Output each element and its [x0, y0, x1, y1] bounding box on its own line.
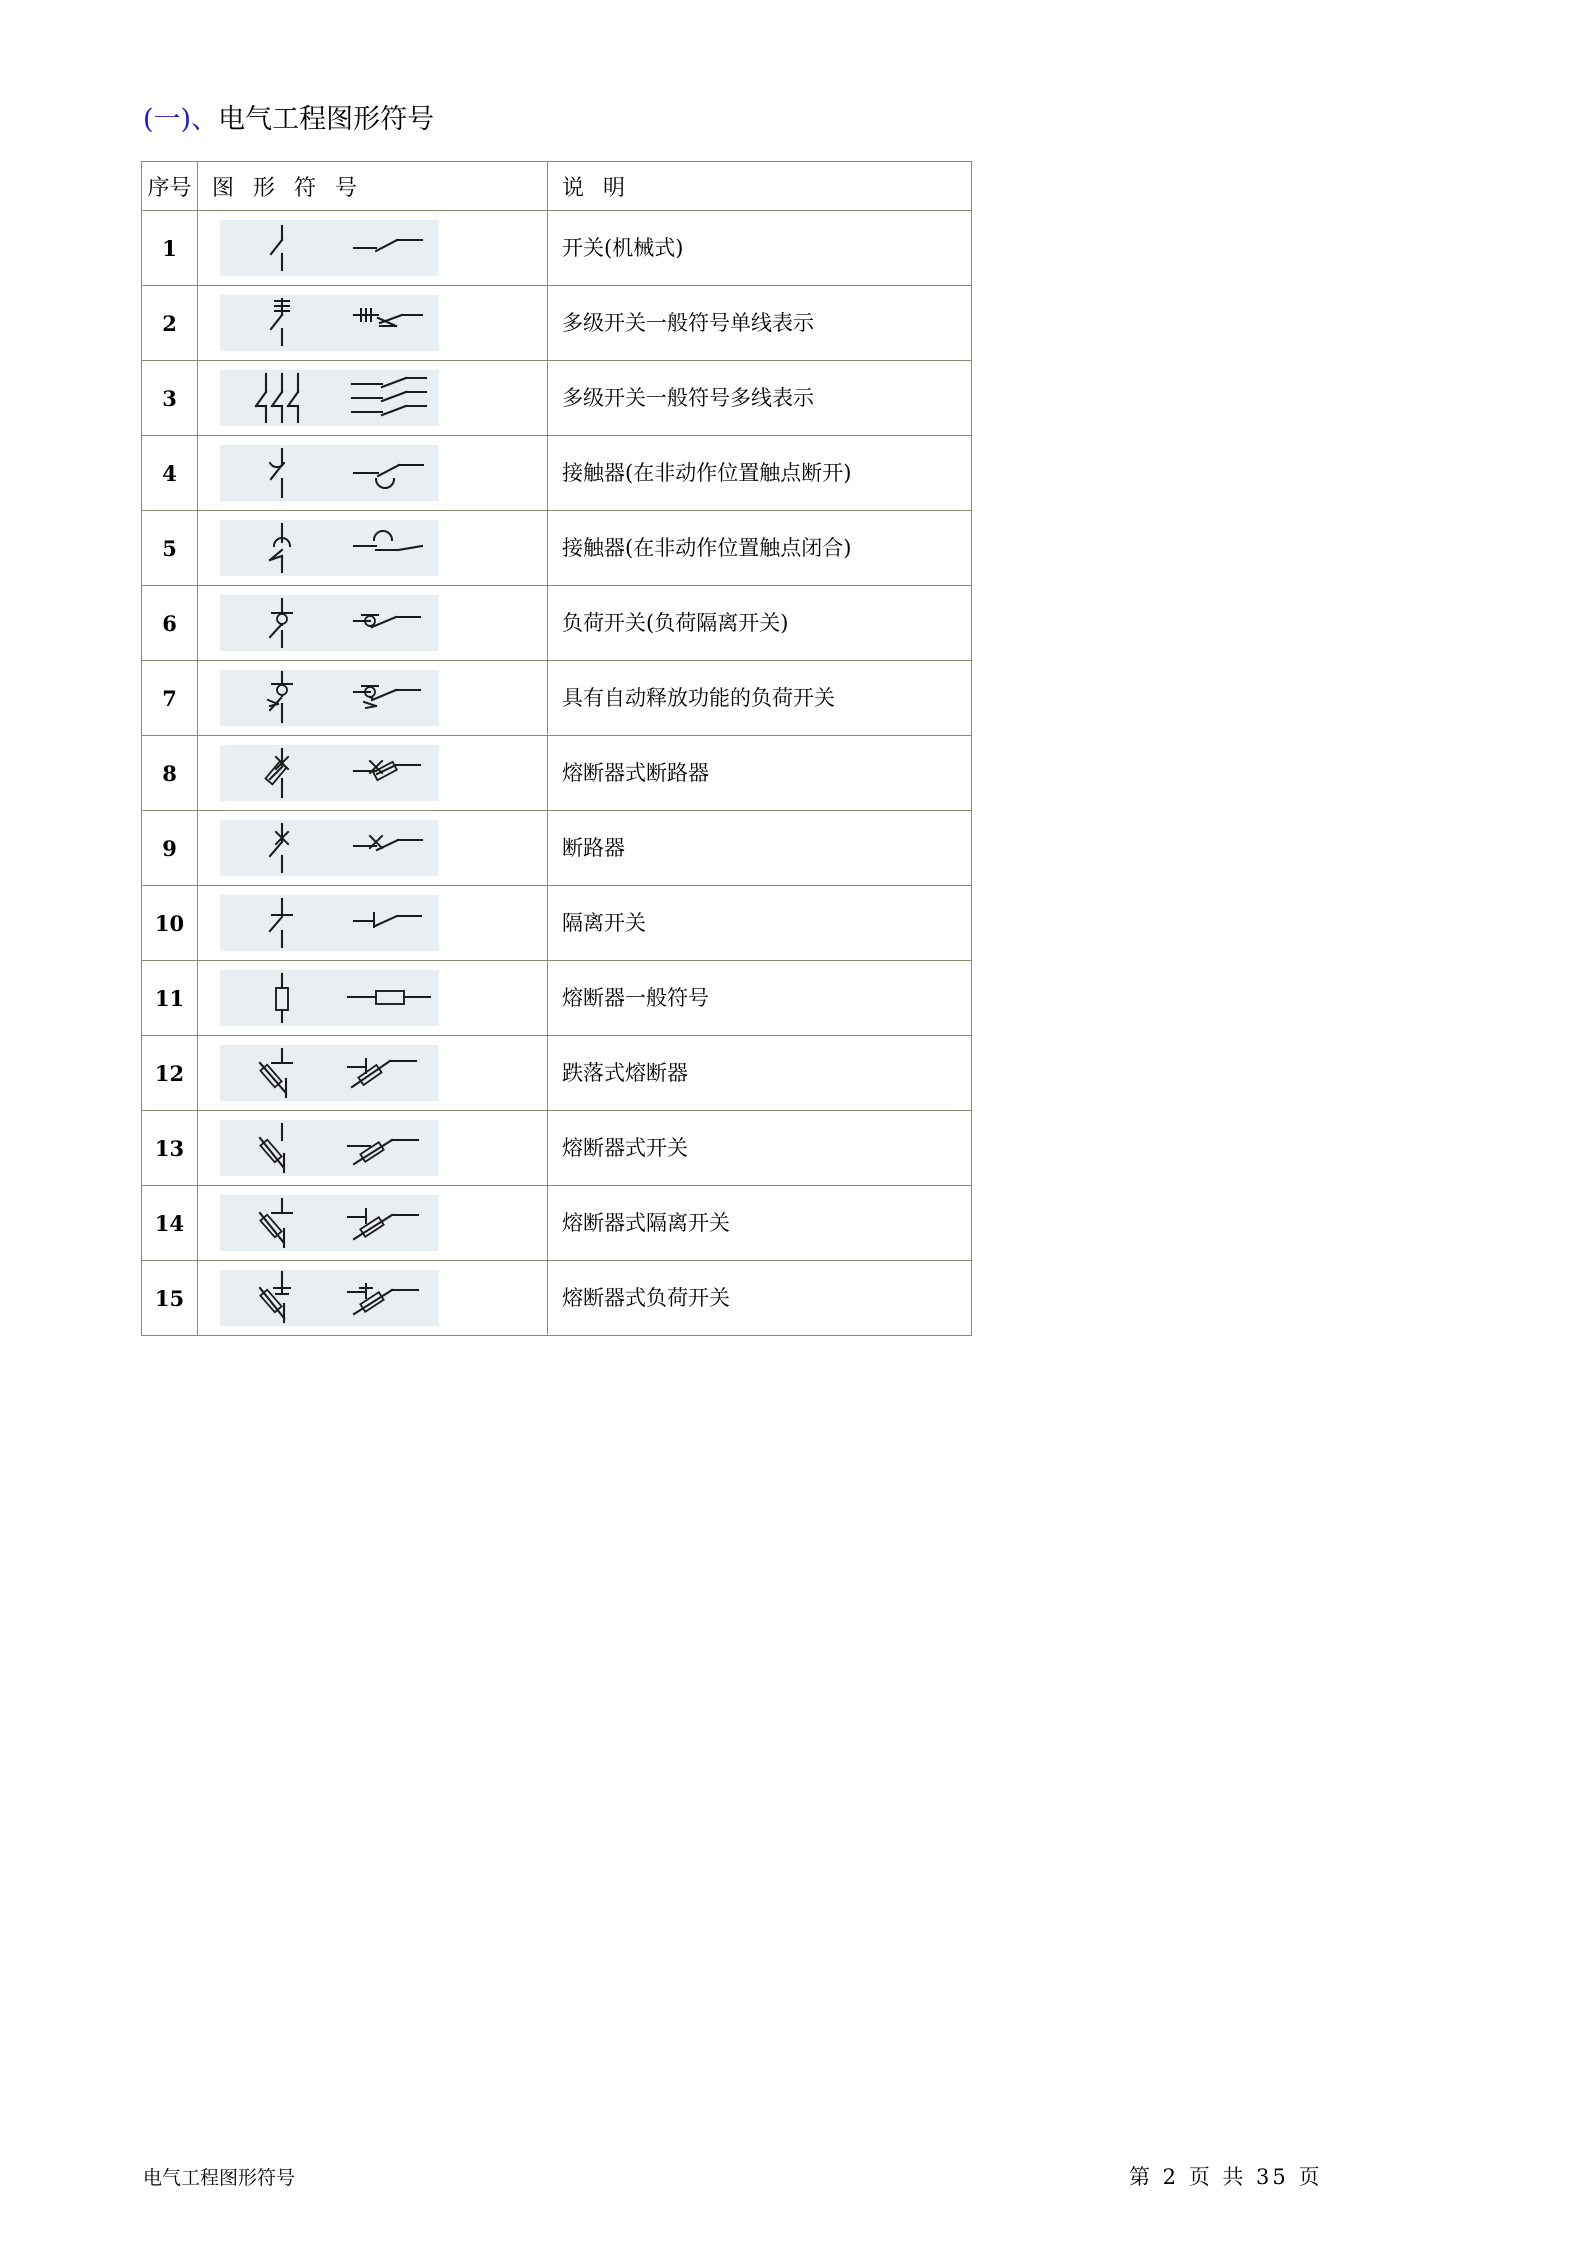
symbol-wrapper — [198, 436, 547, 510]
symbol-cell — [198, 1261, 548, 1336]
symbol-wrapper — [198, 1186, 547, 1260]
row-number: 12 — [142, 1036, 198, 1111]
symbol-wrapper — [198, 886, 547, 960]
disconnector-icon — [220, 895, 439, 951]
page-title-number: (一)、 — [143, 104, 219, 135]
page-title-text: 电气工程图形符号 — [218, 104, 435, 135]
symbol-description: 熔断器式负荷开关 — [548, 1261, 972, 1336]
row-number: 2 — [142, 286, 198, 361]
multipole-switch-multi-line-icon — [220, 370, 439, 426]
column-header-symbol: 图 形 符 号 — [198, 162, 548, 211]
row-number: 5 — [142, 511, 198, 586]
table-row — [142, 886, 972, 961]
row-number: 6 — [142, 586, 198, 661]
table-row — [142, 1036, 972, 1111]
symbol-wrapper — [198, 736, 547, 810]
symbol-wrapper — [198, 286, 547, 360]
symbol-cell — [198, 361, 548, 436]
symbol-description: 断路器 — [548, 811, 972, 886]
table-row — [142, 811, 972, 886]
table-header-row — [142, 162, 972, 211]
row-number: 15 — [142, 1261, 198, 1336]
symbol-cell — [198, 286, 548, 361]
symbol-description: 多级开关一般符号单线表示 — [548, 286, 972, 361]
symbol-description: 多级开关一般符号多线表示 — [548, 361, 972, 436]
table-row — [142, 736, 972, 811]
symbol-cell — [198, 1186, 548, 1261]
symbol-cell — [198, 586, 548, 661]
symbol-wrapper — [198, 586, 547, 660]
table-row — [142, 211, 972, 286]
switch-mechanical-icon — [220, 220, 439, 276]
row-number: 4 — [142, 436, 198, 511]
symbol-cell — [198, 211, 548, 286]
symbol-wrapper — [198, 961, 547, 1035]
table-row — [142, 436, 972, 511]
fuse-load-switch-icon — [220, 1270, 439, 1326]
page-title — [143, 100, 434, 140]
fuse-general-icon — [220, 970, 439, 1026]
table-row — [142, 961, 972, 1036]
table-body — [142, 211, 972, 1336]
symbol-wrapper — [198, 211, 547, 285]
table-row — [142, 286, 972, 361]
load-switch-icon — [220, 595, 439, 651]
table-row — [142, 1111, 972, 1186]
symbol-description: 隔离开关 — [548, 886, 972, 961]
row-number: 14 — [142, 1186, 198, 1261]
row-number: 3 — [142, 361, 198, 436]
symbol-cell — [198, 661, 548, 736]
table-row — [142, 586, 972, 661]
symbol-description: 接触器(在非动作位置触点闭合) — [548, 511, 972, 586]
symbol-cell — [198, 736, 548, 811]
symbol-cell — [198, 436, 548, 511]
symbol-wrapper — [198, 1036, 547, 1110]
table-row — [142, 1186, 972, 1261]
symbol-description: 熔断器式开关 — [548, 1111, 972, 1186]
symbol-wrapper — [198, 811, 547, 885]
table-row — [142, 661, 972, 736]
symbol-wrapper — [198, 1261, 547, 1335]
symbol-cell — [198, 511, 548, 586]
symbol-cell — [198, 1036, 548, 1111]
symbol-wrapper — [198, 1111, 547, 1185]
footer-page-number: 第 2 页 共 35 页 — [1129, 2165, 1323, 2189]
table-row — [142, 361, 972, 436]
symbol-description: 熔断器一般符号 — [548, 961, 972, 1036]
table-row — [142, 511, 972, 586]
symbol-description: 跌落式熔断器 — [548, 1036, 972, 1111]
fuse-disconnector-icon — [220, 1195, 439, 1251]
symbol-description: 负荷开关(负荷隔离开关) — [548, 586, 972, 661]
symbol-wrapper — [198, 661, 547, 735]
row-number: 8 — [142, 736, 198, 811]
row-number: 11 — [142, 961, 198, 1036]
circuit-breaker-icon — [220, 820, 439, 876]
row-number: 13 — [142, 1111, 198, 1186]
table-row — [142, 1261, 972, 1336]
contactor-normally-open-icon — [220, 445, 439, 501]
fuse-switch-icon — [220, 1120, 439, 1176]
symbol-description: 具有自动释放功能的负荷开关 — [548, 661, 972, 736]
symbol-cell — [198, 886, 548, 961]
footer-document-name: 电气工程图形符号 — [143, 2167, 296, 2189]
load-switch-auto-release-icon — [220, 670, 439, 726]
symbol-cell — [198, 811, 548, 886]
row-number: 10 — [142, 886, 198, 961]
symbol-table — [141, 161, 972, 1336]
symbol-description: 开关(机械式) — [548, 211, 972, 286]
symbol-wrapper — [198, 361, 547, 435]
row-number: 7 — [142, 661, 198, 736]
row-number: 9 — [142, 811, 198, 886]
symbol-cell — [198, 961, 548, 1036]
symbol-description: 熔断器式断路器 — [548, 736, 972, 811]
row-number: 1 — [142, 211, 198, 286]
column-header-no: 序号 — [142, 162, 198, 211]
symbol-wrapper — [198, 511, 547, 585]
column-header-desc: 说 明 — [548, 162, 972, 211]
contactor-normally-closed-icon — [220, 520, 439, 576]
symbol-description: 接触器(在非动作位置触点断开) — [548, 436, 972, 511]
symbol-cell — [198, 1111, 548, 1186]
drop-out-fuse-icon — [220, 1045, 439, 1101]
symbol-description: 熔断器式隔离开关 — [548, 1186, 972, 1261]
multipole-switch-single-line-icon — [220, 295, 439, 351]
fuse-circuit-breaker-icon — [220, 745, 439, 801]
